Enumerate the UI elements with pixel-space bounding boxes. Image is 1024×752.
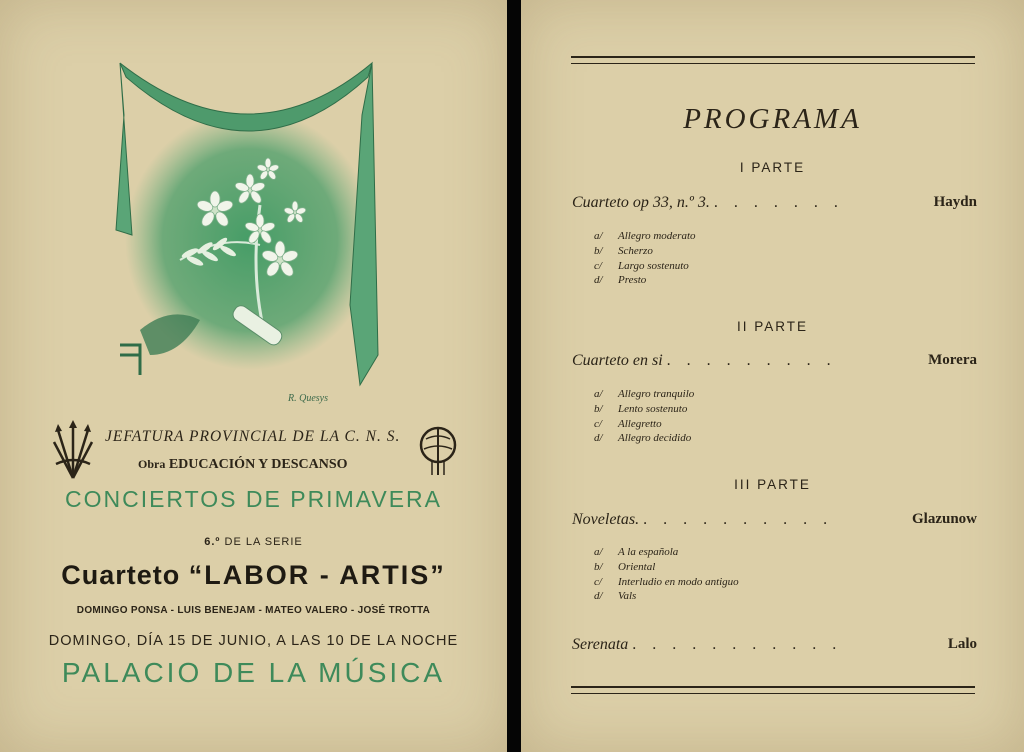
movement-item: a/ Allegro moderato bbox=[594, 230, 696, 242]
movement-list bbox=[594, 387, 694, 446]
leader-dots: . . . . . . . bbox=[713, 194, 844, 211]
ensemble-type: Cuarteto bbox=[61, 560, 181, 590]
series-label: DE LA SERIE bbox=[224, 536, 303, 548]
movement-item: c/ Allegretto bbox=[594, 417, 662, 430]
ensemble-name: “LABOR - ARTIS” bbox=[188, 560, 446, 590]
flower-drape-illustration bbox=[110, 55, 385, 415]
series-number bbox=[0, 536, 507, 548]
leader-dots: . . . . . . . . . . bbox=[643, 511, 834, 528]
work-title: Cuarteto op 33, n.º 3. bbox=[572, 194, 710, 211]
movement-item: a/ A la española bbox=[594, 546, 679, 558]
part-heading: III PARTE bbox=[734, 477, 811, 492]
artist-signature: R. Quesys bbox=[288, 393, 328, 404]
program-page bbox=[521, 0, 1024, 752]
part-heading: II PARTE bbox=[736, 319, 808, 334]
movement-item: a/ Allegro tranquilo bbox=[594, 388, 695, 400]
program-title: PROGRAMA bbox=[683, 103, 862, 135]
concert-series-title: CONCIERTOS DE PRIMAVERA bbox=[64, 486, 442, 512]
educacion-descanso-emblem-icon bbox=[418, 425, 458, 477]
movement-item: b/ Scherzo bbox=[594, 244, 653, 257]
program-work bbox=[572, 352, 977, 370]
work-title: Noveletas. bbox=[572, 511, 640, 528]
program-work bbox=[572, 511, 977, 529]
work-title: Serenata bbox=[572, 636, 629, 653]
obra-name: EDUCACIÓN Y DESCANSO bbox=[168, 457, 348, 472]
bottom-double-rule bbox=[571, 686, 975, 694]
movement-list bbox=[594, 229, 696, 288]
composer-name: Morera bbox=[928, 352, 977, 368]
part-heading: I PARTE bbox=[739, 160, 806, 175]
concert-date-time: DOMINGO, DÍA 15 DE JUNIO, A LAS 10 DE LA NOCHE bbox=[48, 633, 459, 649]
series-ordinal: 6.º bbox=[204, 536, 221, 548]
leader-dots: . . . . . . . . . bbox=[666, 352, 837, 369]
work-title: Cuarteto en si bbox=[572, 352, 663, 369]
concert-cover-page bbox=[0, 0, 507, 752]
movement-item: c/ Interludio en modo antiguo bbox=[594, 575, 739, 588]
obra-line bbox=[138, 457, 348, 473]
movement-item: b/ Oriental bbox=[594, 560, 656, 573]
program-work bbox=[572, 636, 977, 654]
jefatura-heading: JEFATURA PROVINCIAL DE LA C. N. S. bbox=[105, 428, 401, 445]
program-work bbox=[572, 194, 977, 212]
ensemble-title bbox=[0, 560, 507, 591]
movement-item: d/ Allegro decidido bbox=[594, 432, 692, 445]
movement-item: d/ Vals bbox=[594, 590, 637, 603]
venue-name: PALACIO DE LA MÚSICA bbox=[61, 657, 446, 688]
yoke-and-arrows-icon bbox=[52, 420, 94, 480]
top-double-rule bbox=[571, 56, 975, 64]
movement-item: b/ Lento sostenuto bbox=[594, 402, 688, 415]
leader-dots: . . . . . . . . . . . bbox=[632, 636, 843, 653]
composer-name: Lalo bbox=[947, 636, 977, 652]
movement-item: c/ Largo sostenuto bbox=[594, 259, 689, 272]
ensemble-members: DOMINGO PONSA - LUIS BENEJAM - MATEO VALERO - JOSÉ TROTTA bbox=[76, 605, 431, 616]
movement-list bbox=[594, 545, 739, 604]
composer-name: Glazunow bbox=[911, 511, 977, 527]
composer-name: Haydn bbox=[933, 194, 977, 210]
obra-prefix: Obra bbox=[138, 457, 166, 471]
movement-item: d/ Presto bbox=[594, 274, 647, 287]
